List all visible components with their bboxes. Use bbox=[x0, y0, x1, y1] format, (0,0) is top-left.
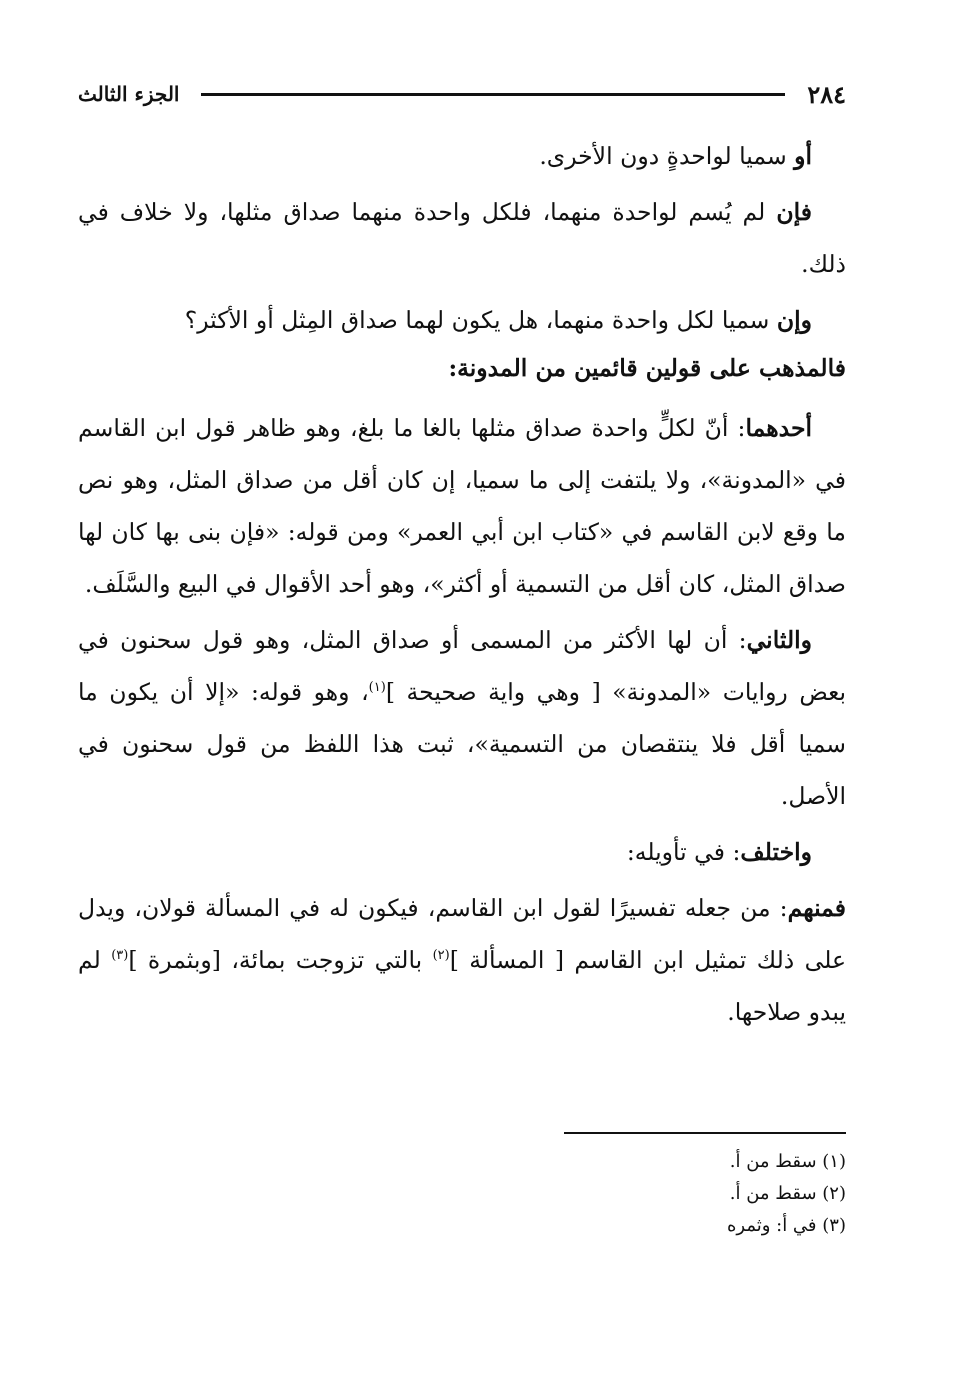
page-header bbox=[78, 74, 846, 114]
footnote-3: (٣) في أ: وثمره bbox=[726, 1215, 846, 1236]
paragraph-text: : أن لها الأكثر من المسمى أو صداق المثل، وهو قول سحنون في بعض روايات «المدونة» [ وهي واية صحيحة ] bbox=[78, 626, 846, 706]
paragraph-text: لم يبدو صلاحها. bbox=[78, 946, 846, 1026]
page-number: ٢٨٤ bbox=[807, 79, 846, 109]
paragraph-2 bbox=[78, 186, 846, 290]
paragraph-lead: فإن bbox=[776, 198, 812, 226]
paragraph-lead: فمنهم bbox=[787, 894, 846, 922]
paragraph-7 bbox=[78, 882, 846, 1038]
paragraph-text: : أنّ لكلٍّ واحدة صداق مثلها بالغا ما بلغ، وهو ظاهر قول ابن القاسم في «المدونة»، ولا يلتفت إلى ما سميا، إن كان أقل من صداق المثل، وهو نص ما وقع لابن القاسم في «كتاب ابن أبي العمر» ومن قوله: «فإن بنى بها كان لها صداق المثل، كان أقل من التسمية أو أكثر»، وهو أحد الأقوال في البيع والسَّلَف. bbox=[78, 414, 846, 598]
paragraph-text: ، وهو قوله: «إلا أن يكون ما سميا أقل فلا ينتقصان من التسمية»، ثبت هذا اللفظ من قول سحنون في الأصل. bbox=[78, 678, 846, 810]
header-rule bbox=[201, 93, 785, 96]
footnote-2: (٢) سقط من أ. bbox=[729, 1183, 846, 1204]
paragraph-text: : في تأويله: bbox=[626, 838, 741, 866]
paragraph-text: بالتي تزوجت بمائة، [وبثمرة ] bbox=[128, 946, 433, 974]
main-text bbox=[78, 130, 846, 1038]
paragraph-1 bbox=[78, 130, 846, 182]
paragraph-4 bbox=[78, 402, 846, 610]
paragraph-text: لم يُسم لواحدة منهما، فلكل واحدة منهما صداق مثلها، ولا خلاف في ذلك. bbox=[78, 198, 846, 278]
paragraph-lead: واختلف bbox=[740, 838, 812, 866]
paragraph-lead: أحدهما bbox=[745, 414, 812, 442]
footnote-ref-3: (٣) bbox=[111, 948, 129, 964]
running-title: الجزء الثالث bbox=[78, 82, 180, 106]
paragraph-5 bbox=[78, 614, 846, 822]
footnote-separator bbox=[564, 1132, 846, 1134]
footnote-1: (١) سقط من أ. bbox=[729, 1151, 846, 1172]
paragraph-text: : من جعله تفسيرًا لقول ابن القاسم، فيكون له في المسألة قولان، ويدل على ذلك تمثيل ابن القاسم [ المسألة ] bbox=[78, 894, 846, 974]
paragraph-6 bbox=[78, 826, 846, 878]
paragraph-text: سميا لكل واحدة منهما، هل يكون لهما صداق المِثل أو الأكثر؟ bbox=[184, 306, 777, 334]
section-heading: فالمذهب على قولين قائمين من المدونة: bbox=[448, 354, 846, 382]
footnotes bbox=[78, 1146, 846, 1242]
paragraph-3 bbox=[78, 294, 846, 346]
paragraph-lead: أو bbox=[794, 142, 812, 170]
paragraph-lead: وإن bbox=[776, 306, 812, 334]
paragraph-text: سميا لواحدةٍ دون الأخرى. bbox=[539, 142, 795, 170]
footnote-ref-2: (٢) bbox=[432, 948, 450, 964]
paragraph-lead: والثاني bbox=[746, 626, 812, 654]
book-page bbox=[78, 74, 846, 1314]
footnote-ref-1: (١) bbox=[368, 680, 386, 696]
